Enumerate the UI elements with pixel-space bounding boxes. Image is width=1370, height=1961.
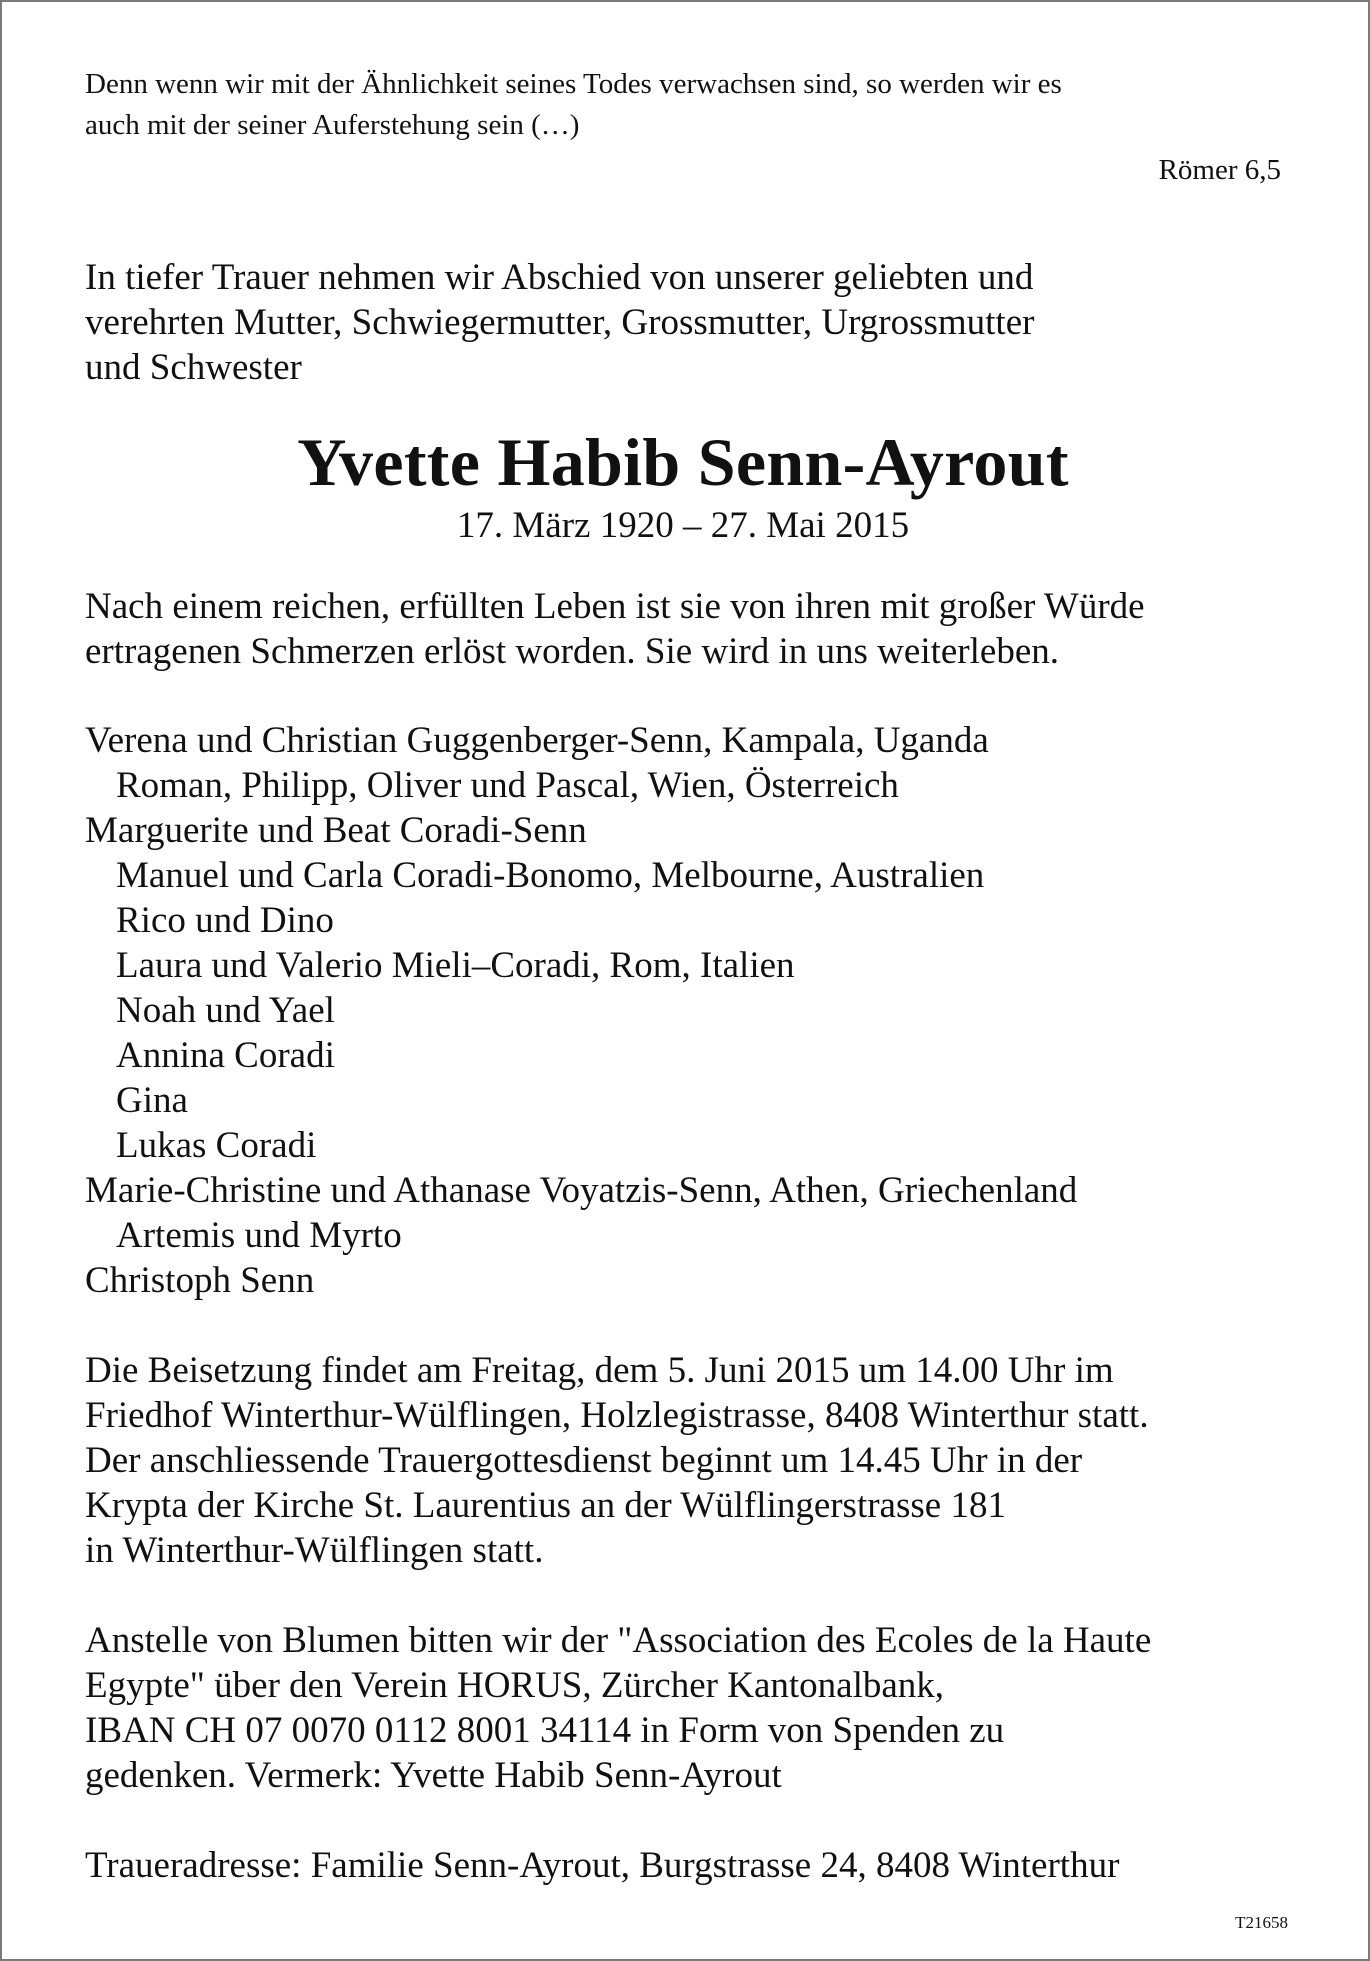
obituary-content xyxy=(85,64,1281,1888)
deceased-name: Yvette Habib Senn-Ayrout xyxy=(297,424,1069,500)
mourner-entry: Christoph Senn xyxy=(85,1260,315,1301)
bible-verse-line: auch mit der seiner Auferstehung sein (…) xyxy=(85,109,580,141)
mourner-entry: Gina xyxy=(116,1080,188,1121)
funeral-line: Krypta der Kirche St. Laurentius an der Wülflingerstrasse 181 xyxy=(85,1485,1006,1526)
mourner-entry: Lukas Coradi xyxy=(116,1125,317,1166)
mourner-entry: Roman, Philipp, Oliver und Pascal, Wien, Österreich xyxy=(116,765,899,806)
donation-request xyxy=(85,1618,1281,1798)
funeral-line: Der anschliessende Trauergottesdienst beginnt um 14.45 Uhr in der xyxy=(85,1440,1083,1481)
donation-line: gedenken. Vermerk: Yvette Habib Senn-Ayrout xyxy=(85,1755,782,1796)
funeral-line: Die Beisetzung findet am Freitag, dem 5. Juni 2015 um 14.00 Uhr im xyxy=(85,1350,1114,1391)
bible-verse-reference: Römer 6,5 xyxy=(1158,154,1281,186)
mourner-entry: Manuel und Carla Coradi-Bonomo, Melbourne, Australien xyxy=(116,855,985,896)
mourner-entry: Artemis und Myrto xyxy=(116,1215,402,1256)
bible-verse xyxy=(85,64,1281,146)
mourning-intro-line: In tiefer Trauer nehmen wir Abschied von unserer geliebten und xyxy=(85,257,1034,298)
mourning-intro xyxy=(85,255,1281,390)
mourner-entry: Verena und Christian Guggenberger-Senn, Kampala, Uganda xyxy=(85,720,989,761)
mourning-intro-line: und Schwester xyxy=(85,347,302,388)
mourner-entry: Noah und Yael xyxy=(116,990,335,1031)
mourner-entry: Marie-Christine und Athanase Voyatzis-Senn, Athen, Griechenland xyxy=(85,1170,1078,1211)
tribute-line: Nach einem reichen, erfüllten Leben ist sie von ihren mit großer Würde xyxy=(85,586,1145,627)
bible-verse-line: Denn wenn wir mit der Ähnlichkeit seines Todes verwachsen sind, so werden wir es xyxy=(85,68,1062,100)
tribute-line: ertragenen Schmerzen erlöst worden. Sie wird in uns weiterleben. xyxy=(85,631,1059,672)
donation-line: IBAN CH 07 0070 0112 8001 34114 in Form von Spenden zu xyxy=(85,1710,1005,1751)
mourners-list xyxy=(85,718,1281,1303)
donation-line: Egypte" über den Verein HORUS, Zürcher Kantonalbank, xyxy=(85,1665,945,1706)
mourning-intro-line: verehrten Mutter, Schwiegermutter, Grossmutter, Urgrossmutter xyxy=(85,302,1035,343)
life-dates: 17. März 1920 – 27. Mai 2015 xyxy=(456,505,910,546)
donation-line: Anstelle von Blumen bitten wir der "Association des Ecoles de la Haute xyxy=(85,1620,1152,1661)
funeral-details xyxy=(85,1348,1281,1573)
mourner-entry: Laura und Valerio Mieli–Coradi, Rom, Italien xyxy=(116,945,795,986)
mourner-entry: Rico und Dino xyxy=(116,900,334,941)
mourner-entry: Marguerite und Beat Coradi-Senn xyxy=(85,810,587,851)
tribute-text xyxy=(85,584,1281,674)
reference-code: T21658 xyxy=(1235,1913,1288,1932)
funeral-line: Friedhof Winterthur-Wülflingen, Holzlegistrasse, 8408 Winterthur statt. xyxy=(85,1395,1149,1436)
mourner-entry: Annina Coradi xyxy=(116,1035,335,1076)
funeral-line: in Winterthur-Wülflingen statt. xyxy=(85,1530,544,1571)
mourning-address: Traueradresse: Familie Senn-Ayrout, Burgstrasse 24, 8408 Winterthur xyxy=(85,1845,1120,1886)
